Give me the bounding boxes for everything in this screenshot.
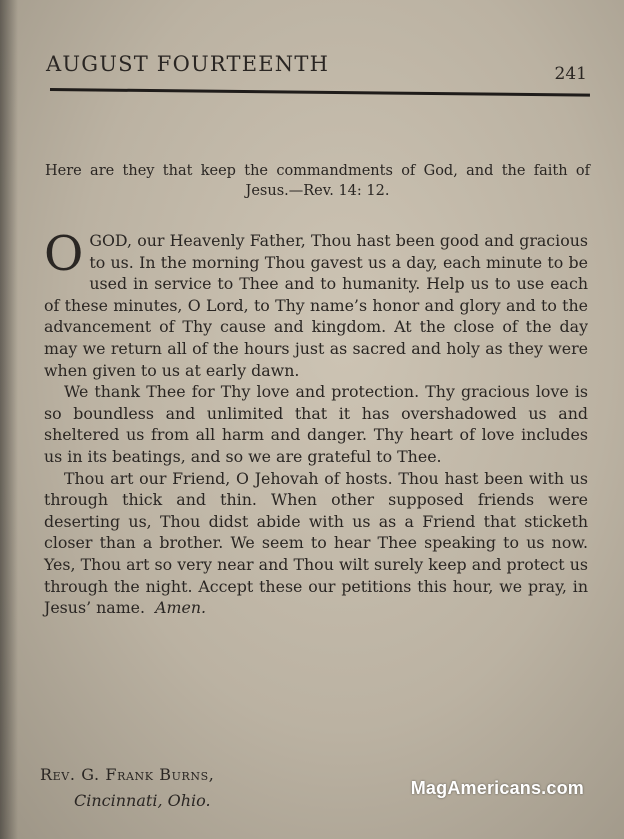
prayer-body [44, 226, 588, 619]
watermark: MagAmericans.com [410, 778, 584, 798]
scripture-epigraph: Here are they that keep the commandments of God, and the faith of Jesus.—Rev. 14: 12. [45, 163, 590, 199]
page-title: AUGUST FOURTEENTH [46, 52, 330, 76]
binding-shadow [0, 0, 18, 839]
prayer-paragraph-3 [44, 468, 588, 619]
prayer-paragraph-2: We thank Thee for Thy love and protection. Thy gracious love is so boundless and unlimited that it has overshadowed us and sheltered us from all harm and danger. Thy heart of love includes us in its beatings, and so we are grateful to Thee. [44, 382, 588, 466]
prayer-paragraph-3-text: Thou art our Friend, O Jehovah of hosts. Thou hast been with us through thick and thin. When other supposed friends were deserting us, Thou didst abide with us as a Friend that sticketh closer than a brother. We seem to hear Thee speaking to us now. Yes, Thou art so very near and Thou wilt surely keep and protect us through the night. Accept these our petitions this hour, we pray, in Jesus’ name. [44, 468, 588, 618]
drop-cap: O [44, 226, 84, 282]
author-location: Cincinnati, Ohio. [74, 791, 211, 810]
prayer-paragraph-1-text: GOD, our Heavenly Father, Thou hast been good and gracious to us. In the morning Thou gavest us a day, each minute to be used in service to Thee and to humanity. Help us to use each of these minutes, O Lord, to Thy name’s honor and glory and to the advancement of Thy cause and kingdom. At the close of the day may we return all of the hours just as sacred and holy as they were when given to us at early dawn. [44, 231, 588, 380]
amen: Amen. [155, 598, 207, 618]
page-number: 241 [554, 64, 587, 84]
author-name: Rev. G. Frank Burns, [40, 765, 215, 784]
prayer-paragraph-1 [44, 226, 588, 381]
page-header [46, 52, 591, 92]
author-signature [40, 762, 214, 814]
